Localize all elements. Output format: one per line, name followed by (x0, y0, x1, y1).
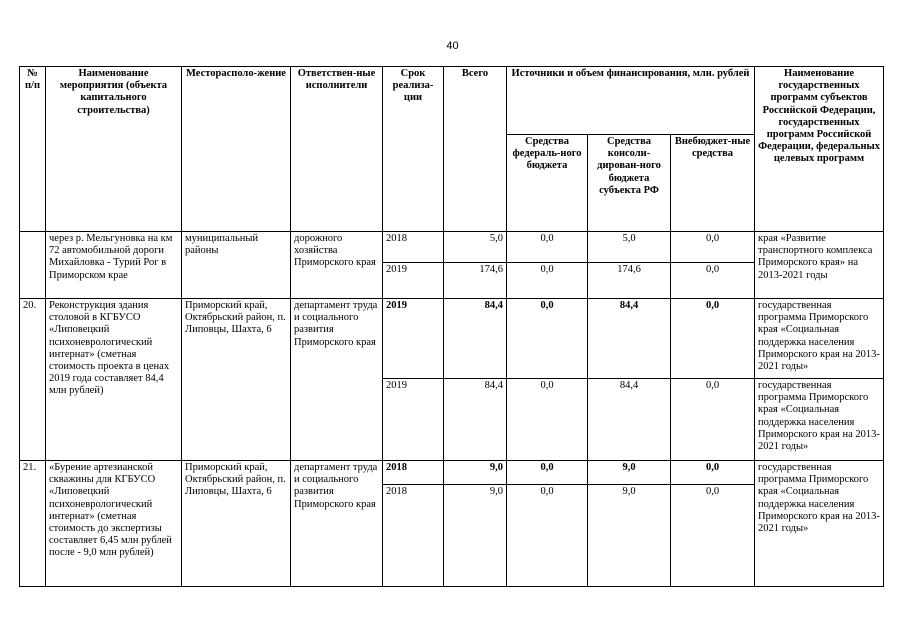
header-name: Наименование мероприятия (объекта капитального строительства) (46, 67, 182, 232)
header-consolidated: Средства консоли-дирован-ного бюджета субъекта РФ (588, 135, 671, 232)
header-location: Месторасполо-жение (182, 67, 291, 232)
cell-year: 2019 (383, 263, 444, 299)
cell-total: 84,4 (444, 299, 507, 379)
header-programs: Наименование государственных программ субъектов Российской Федерации, государственных программ Российской Федерации, федеральных целевых программ (755, 67, 884, 232)
cell-year: 2019 (383, 379, 444, 461)
cell-program: края «Развитие транспортного комплекса Приморского края» на 2013-2021 годы (755, 232, 884, 299)
cell-location: Приморский край, Октябрьский район, п. Липовцы, Шахта, 6 (182, 299, 291, 461)
cell-federal: 0,0 (507, 232, 588, 263)
cell-consolidated: 9,0 (588, 485, 671, 587)
cell-location: муниципальный районы (182, 232, 291, 299)
cell-year: 2019 (383, 299, 444, 379)
cell-total: 5,0 (444, 232, 507, 263)
cell-program: государственная программа Приморского края «Социальная поддержка населения Приморского края на 2013-2021 годы» (755, 379, 884, 461)
cell-num: 20. (20, 299, 46, 461)
financing-table (19, 66, 884, 587)
cell-total: 174,6 (444, 263, 507, 299)
cell-federal: 0,0 (507, 299, 588, 379)
cell-total: 84,4 (444, 379, 507, 461)
header-sources: Источники и объем финансирования, млн. рублей (507, 67, 755, 135)
cell-responsible: дорожного хозяйства Приморского края (291, 232, 383, 299)
cell-responsible: департамент труда и социального развития Приморского края (291, 461, 383, 587)
header-federal: Средства федераль-ного бюджета (507, 135, 588, 232)
cell-consolidated: 174,6 (588, 263, 671, 299)
cell-federal: 0,0 (507, 379, 588, 461)
cell-total: 9,0 (444, 485, 507, 587)
header-extra: Внебюджет-ные средства (671, 135, 755, 232)
cell-extra: 0,0 (671, 299, 755, 379)
table-row (20, 299, 884, 379)
cell-federal: 0,0 (507, 461, 588, 485)
cell-year: 2018 (383, 461, 444, 485)
cell-federal: 0,0 (507, 485, 588, 587)
cell-consolidated: 9,0 (588, 461, 671, 485)
cell-extra: 0,0 (671, 461, 755, 485)
cell-consolidated: 84,4 (588, 299, 671, 379)
cell-total: 9,0 (444, 461, 507, 485)
cell-extra: 0,0 (671, 263, 755, 299)
table-row (20, 461, 884, 485)
cell-name: «Бурение артезианской скважины для КГБУСО «Липовецкий психоневрологический интернат» (сметная стоимость до экспертизы составляет 6,45 млн рублей после - 9,0 млн рублей) (46, 461, 182, 587)
cell-num (20, 232, 46, 299)
cell-num: 21. (20, 461, 46, 587)
cell-location: Приморский край, Октябрьский район, п. Липовцы, Шахта, 6 (182, 461, 291, 587)
header-total: Всего (444, 67, 507, 232)
cell-year: 2018 (383, 232, 444, 263)
cell-year: 2018 (383, 485, 444, 587)
header-period: Срок реализа-ции (383, 67, 444, 232)
table-row (20, 232, 884, 263)
cell-extra: 0,0 (671, 485, 755, 587)
cell-federal: 0,0 (507, 263, 588, 299)
cell-name: через р. Мельгуновка на км 72 автомобильной дороги Михайловка - Турий Рог в Приморском крае (46, 232, 182, 299)
cell-consolidated: 84,4 (588, 379, 671, 461)
cell-program: государственная программа Приморского края «Социальная поддержка населения Приморского края на 2013-2021 годы» (755, 299, 884, 379)
cell-extra: 0,0 (671, 232, 755, 263)
page-number: 40 (446, 40, 459, 52)
cell-program: государственная программа Приморского края «Социальная поддержка населения Приморского края на 2013-2021 годы» (755, 461, 884, 587)
cell-name: Реконструкция здания столовой в КГБУСО «Липовецкий психоневрологический интернат» (сметная стоимость проекта в ценах 2019 года составляет 84,4 млн рублей) (46, 299, 182, 461)
header-responsible: Ответствен-ные исполнители (291, 67, 383, 232)
cell-responsible: департамент труда и социального развития Приморского края (291, 299, 383, 461)
cell-extra: 0,0 (671, 379, 755, 461)
cell-consolidated: 5,0 (588, 232, 671, 263)
header-num: № п/п (20, 67, 46, 232)
